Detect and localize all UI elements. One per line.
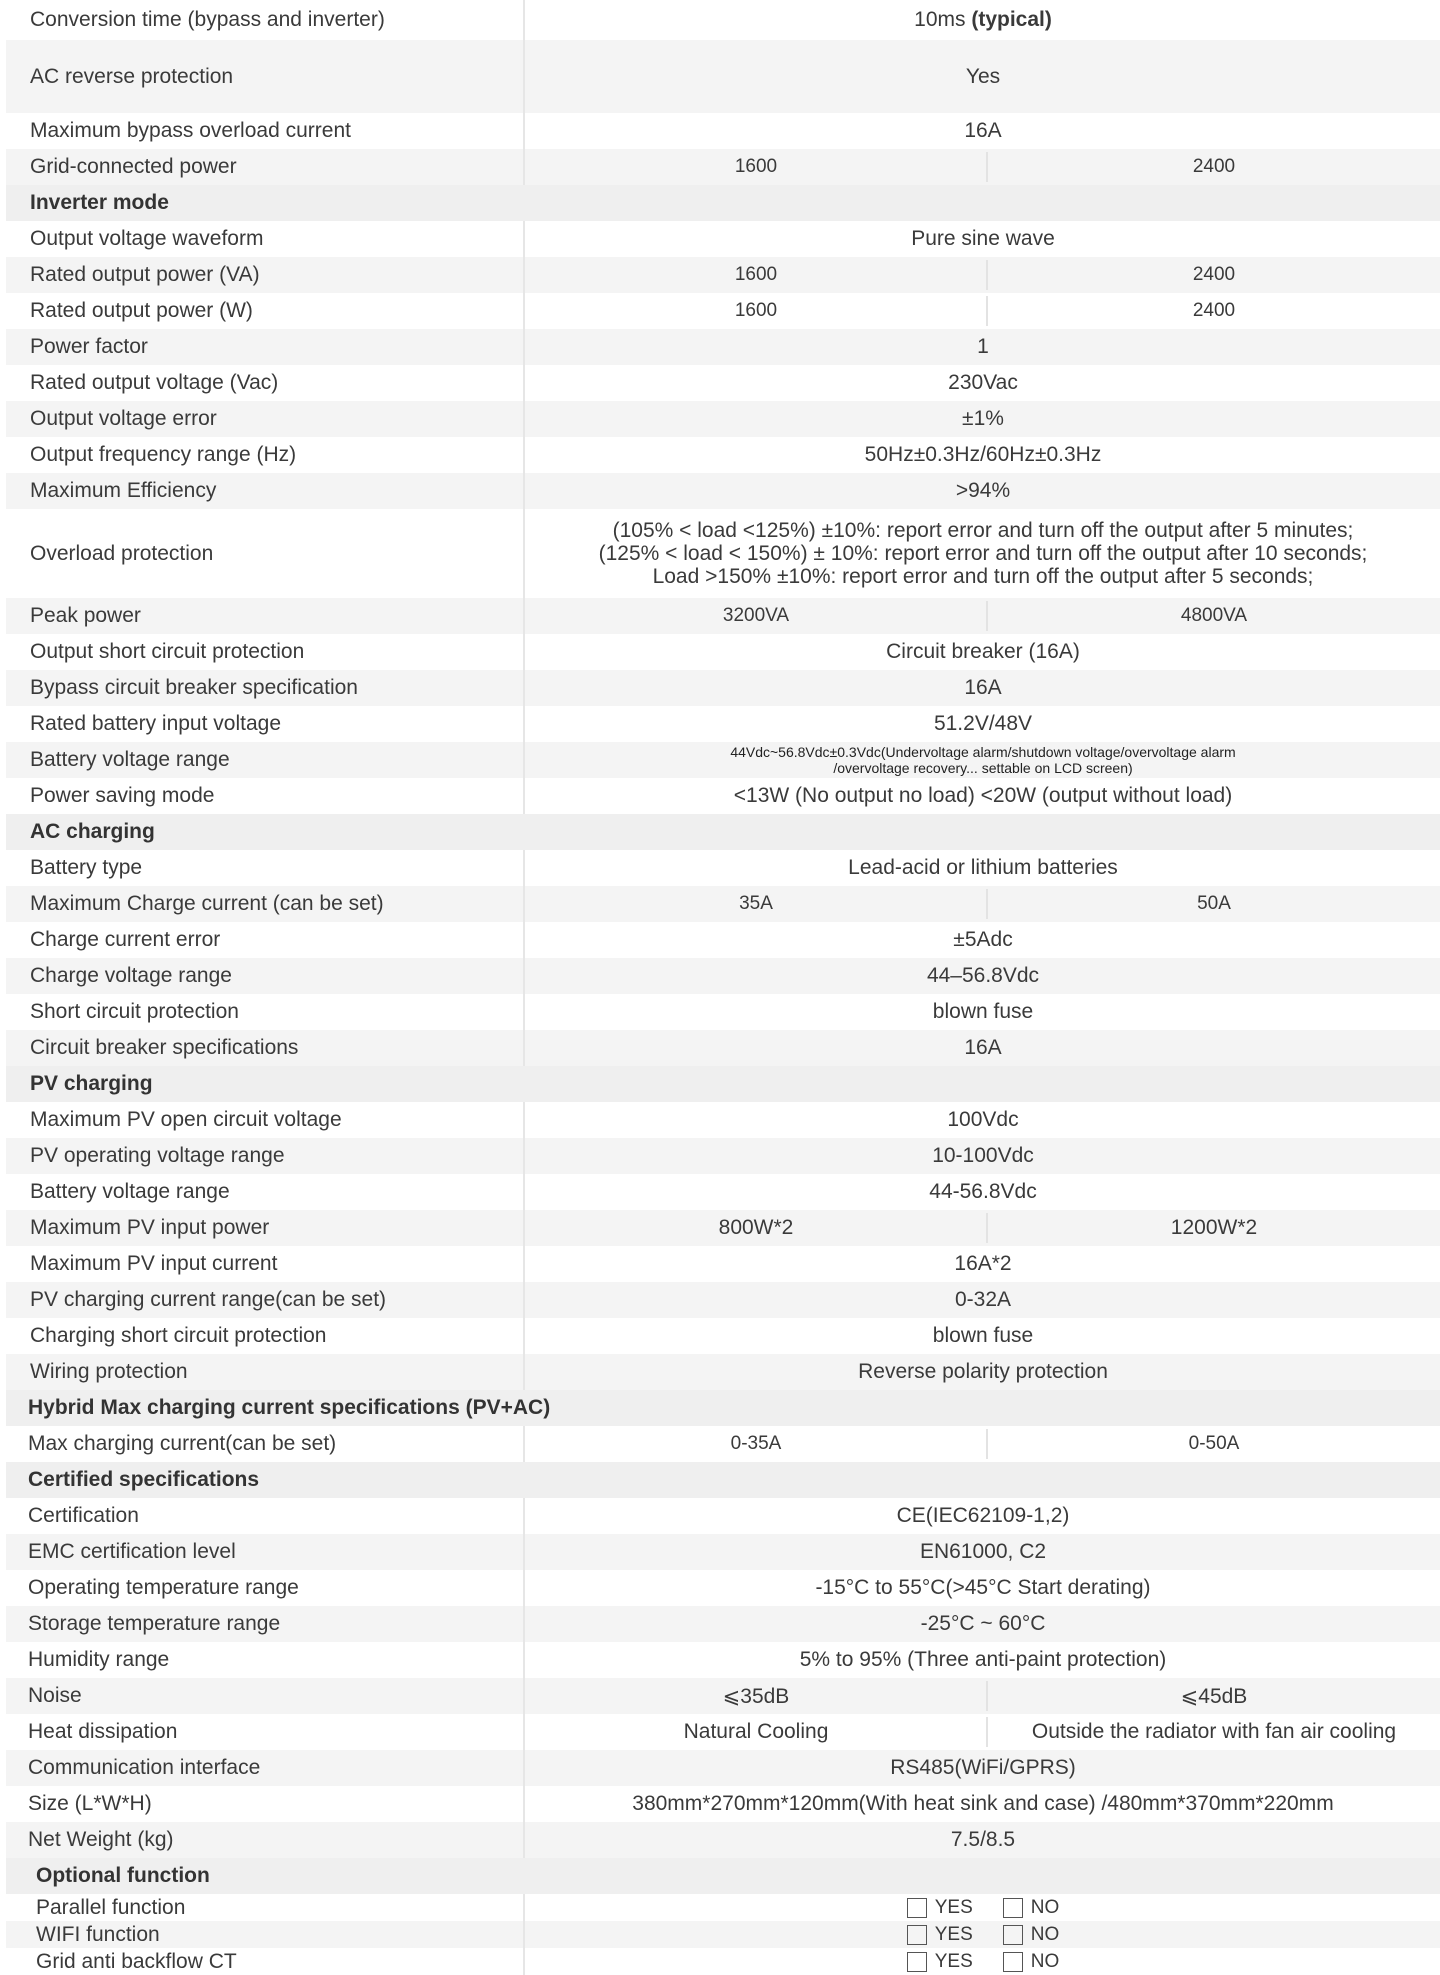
spec-row-heat-dissipation [6,1714,1440,1750]
spec-row-battery-voltage-range [6,742,1440,778]
no-checkbox[interactable] [1003,1952,1023,1972]
section-title: Hybrid Max charging current specifications (PV+AC) [28,1396,551,1419]
yes-option[interactable] [907,1924,973,1946]
row-label: Maximum bypass overload current [30,119,351,142]
yes-checkbox[interactable] [907,1925,927,1945]
row-label: Size (L*W*H) [28,1792,152,1815]
row-label: EMC certification level [28,1540,236,1563]
row-value: Circuit breaker (16A) [886,640,1080,663]
no-checkbox[interactable] [1003,1925,1023,1945]
value-line: /overvoltage recovery... settable on LCD screen) [833,760,1133,776]
column-divider [523,1921,525,1948]
row-label: Battery type [30,856,143,879]
row-label: WIFI function [36,1922,160,1946]
spec-row-charging-short-circuit [6,1318,1440,1354]
section-ac-charging [6,814,1440,850]
spec-row-pv-battery-voltage [6,1174,1440,1210]
column-divider [523,778,525,814]
spec-row-rated-va [6,257,1440,293]
spec-row-pv-operating-voltage [6,1138,1440,1174]
row-value: 44-56.8Vdc [929,1180,1037,1203]
no-label: NO [1030,1896,1060,1918]
row-value: 16A [964,676,1002,699]
spec-row-grid-power [6,149,1440,185]
row-value: 10-100Vdc [932,1144,1034,1167]
column-divider [523,1678,525,1714]
column-divider [523,994,525,1030]
row-value: Pure sine wave [911,227,1055,250]
column-divider [523,886,525,922]
row-value: <13W (No output no load) <20W (output without load) [733,784,1233,807]
row-value [526,0,1440,40]
section-optional-function [6,1858,1440,1894]
value-model-a: 3200VA [722,605,790,626]
value-model-a: 0-35A [730,1433,782,1454]
row-label: Output voltage waveform [30,227,264,250]
spec-row-emc-level [6,1534,1440,1570]
row-value [526,742,1440,778]
row-label: Charge current error [30,928,221,951]
row-label: Short circuit protection [30,1000,239,1023]
row-value: EN61000, C2 [919,1540,1047,1563]
spec-row-pv-input-current [6,1246,1440,1282]
row-value: ±5Adc [953,928,1013,951]
spec-row-certification [6,1498,1440,1534]
spec-row-storage-temperature [6,1606,1440,1642]
value-model-a: 1600 [734,156,778,177]
row-label: Maximum PV input current [30,1252,278,1275]
column-divider [523,1246,525,1282]
no-checkbox[interactable] [1003,1898,1023,1918]
column-divider [523,40,525,113]
no-option[interactable] [1003,1924,1060,1946]
spec-row-pv-input-power [6,1210,1440,1246]
value-model-b: 2400 [1192,300,1236,321]
value-model-a: ⩽35dB [722,1684,790,1708]
row-value: Yes [965,64,1001,88]
value-line: Load >150% ±10%: report error and turn off the output after 5 seconds; [652,565,1314,588]
column-divider [523,221,525,257]
column-divider [523,1282,525,1318]
value-main: 10ms [914,8,966,31]
row-label: Grid anti backflow CT [36,1949,237,1973]
column-divider [523,329,525,365]
row-label: Max charging current(can be set) [28,1432,337,1455]
section-title: AC charging [30,820,155,843]
row-value: -15°C to 55°C(>45°C Start derating) [815,1576,1151,1599]
value-suffix: (typical) [971,8,1052,31]
section-title: PV charging [30,1072,153,1095]
column-divider [523,1606,525,1642]
column-divider [523,401,525,437]
row-value: >94% [955,479,1011,502]
row-label: Net Weight (kg) [28,1828,174,1851]
value-model-a: 35A [739,893,773,914]
row-label: Storage temperature range [28,1612,281,1635]
row-label: Charging short circuit protection [30,1324,327,1347]
row-label: Communication interface [28,1756,261,1779]
no-option[interactable] [1003,1897,1060,1919]
row-label: Operating temperature range [28,1576,299,1599]
spec-row-circuit-breaker [6,1030,1440,1066]
row-value: 44–56.8Vdc [926,964,1040,987]
row-label: Battery voltage range [30,748,230,771]
row-label: Humidity range [28,1648,170,1671]
row-label: Maximum PV input power [30,1216,270,1239]
column-divider [523,1138,525,1174]
spec-row-conversion-time [6,0,1440,40]
spec-row-output-short-circuit [6,634,1440,670]
column-divider [523,1534,525,1570]
row-label: Maximum Efficiency [30,479,217,502]
row-label: Maximum Charge current (can be set) [30,892,384,915]
value-model-b: ⩽45dB [1180,1684,1248,1708]
no-option[interactable] [1003,1951,1060,1973]
column-divider [523,706,525,742]
row-value: 51.2V/48V [933,712,1033,735]
spec-row-rated-voltage [6,365,1440,401]
spec-row-frequency [6,437,1440,473]
yes-option[interactable] [907,1897,973,1919]
row-label: Certification [28,1504,139,1527]
column-divider [523,1174,525,1210]
spec-row-ac-reverse [6,40,1440,113]
column-divider [523,1714,525,1750]
value-model-a: 1600 [734,264,778,285]
row-label: Bypass circuit breaker specification [30,676,358,699]
value-model-b: 1200W*2 [1170,1216,1258,1239]
value-model-a: 800W*2 [718,1216,794,1239]
section-title: Certified specifications [28,1468,260,1491]
no-label: NO [1030,1923,1060,1945]
row-value: blown fuse [932,1000,1034,1023]
column-divider [523,1894,525,1921]
row-value: 5% to 95% (Three anti-paint protection) [799,1648,1167,1671]
column-divider [523,850,525,886]
value-model-b: 2400 [1192,264,1236,285]
spec-row-size [6,1786,1440,1822]
value-line: (105% < load <125%) ±10%: report error and turn off the output after 5 minutes; [612,519,1354,542]
row-label: Peak power [30,604,141,627]
spec-row-humidity [6,1642,1440,1678]
spec-row-net-weight [6,1822,1440,1858]
column-divider [523,742,525,778]
value-model-b: Outside the radiator with fan air cooling [1031,1720,1397,1743]
row-value: ±1% [962,407,1004,430]
row-label: Output short circuit protection [30,640,305,663]
row-value: CE(IEC62109-1,2) [896,1504,1070,1527]
row-label: Power saving mode [30,784,215,807]
spec-row-grid-ct [6,1948,1440,1975]
spec-row-power-saving [6,778,1440,814]
row-label: Grid-connected power [30,155,237,178]
value-model-a: Natural Cooling [683,1720,829,1743]
row-value: 1 [977,335,989,358]
column-divider [523,257,525,293]
spec-row-battery-type [6,850,1440,886]
row-value: Reverse polarity protection [858,1360,1108,1383]
row-value: 100Vdc [947,1108,1019,1131]
row-value: blown fuse [932,1324,1034,1347]
row-label: Noise [28,1684,82,1707]
yes-label: YES [934,1950,973,1972]
row-value: 16A [964,1036,1002,1059]
spec-row-overload-protection [6,509,1440,598]
spec-row-peak-power [6,598,1440,634]
value-line: 44Vdc~56.8Vdc±0.3Vdc(Undervoltage alarm/shutdown voltage/overvoltage alarm [730,744,1236,760]
row-label: Conversion time (bypass and inverter) [30,8,385,31]
value-model-b: 0-50A [1188,1433,1240,1454]
row-label: Output voltage error [30,407,217,430]
option-checkboxes [526,1921,1440,1948]
section-hybrid-charging [6,1390,1440,1426]
row-value [526,509,1440,598]
yes-checkbox[interactable] [907,1898,927,1918]
row-label: Overload protection [30,541,214,565]
column-divider [523,437,525,473]
row-label: Rated output power (W) [30,299,253,322]
row-label: Rated battery input voltage [30,712,281,735]
value-model-a: 1600 [734,300,778,321]
column-divider [523,0,525,40]
row-value: 0-32A [954,1288,1012,1311]
spec-row-wifi [6,1921,1440,1948]
value-model-b: 4800VA [1180,605,1248,626]
column-divider [523,113,525,149]
row-value: Lead-acid or lithium batteries [848,856,1118,879]
column-divider [523,1102,525,1138]
row-label: Charge voltage range [30,964,232,987]
spec-row-operating-temperature [6,1570,1440,1606]
yes-label: YES [934,1923,973,1945]
row-value: 380mm*270mm*120mm(With heat sink and case) /480mm*370mm*220mm [632,1792,1334,1815]
row-label: Circuit breaker specifications [30,1036,299,1059]
column-divider [523,1948,525,1975]
option-checkboxes [526,1894,1440,1921]
column-divider [523,1786,525,1822]
row-label: Power factor [30,335,148,358]
column-divider [523,1426,525,1462]
spec-row-parallel [6,1894,1440,1921]
column-divider [523,365,525,401]
column-divider [523,293,525,329]
spec-row-noise [6,1678,1440,1714]
spec-row-max-charging-current [6,1426,1440,1462]
yes-option[interactable] [907,1951,973,1973]
spec-row-power-factor [6,329,1440,365]
section-certified-specifications [6,1462,1440,1498]
column-divider [523,598,525,634]
row-label: Output frequency range (Hz) [30,443,297,466]
spec-row-short-circuit [6,994,1440,1030]
column-divider [523,670,525,706]
spec-row-pv-charging-current [6,1282,1440,1318]
row-value: 50Hz±0.3Hz/60Hz±0.3Hz [864,443,1102,466]
column-divider [523,1498,525,1534]
column-divider [523,1318,525,1354]
row-value: 16A [964,119,1002,142]
yes-label: YES [934,1896,973,1918]
spec-row-waveform [6,221,1440,257]
column-divider [523,1822,525,1858]
value-model-b: 50A [1197,893,1231,914]
row-label: Rated output voltage (Vac) [30,371,279,394]
spec-row-pv-open-circuit [6,1102,1440,1138]
column-divider [523,922,525,958]
column-divider [523,1030,525,1066]
spec-row-efficiency [6,473,1440,509]
column-divider [523,149,525,185]
section-title: Optional function [36,1864,210,1887]
column-divider [523,1210,525,1246]
column-divider [523,509,525,598]
value-model-b: 2400 [1192,156,1236,177]
yes-checkbox[interactable] [907,1952,927,1972]
section-pv-charging [6,1066,1440,1102]
option-checkboxes [526,1948,1440,1975]
spec-row-communication [6,1750,1440,1786]
column-divider [523,1642,525,1678]
row-label: Parallel function [36,1895,186,1919]
spec-row-bypass-overload [6,113,1440,149]
column-divider [523,634,525,670]
row-label: Rated output power (VA) [30,263,260,286]
row-value: 230Vac [948,371,1018,394]
row-label: PV charging current range(can be set) [30,1288,387,1311]
spec-row-charge-current-error [6,922,1440,958]
row-label: Maximum PV open circuit voltage [30,1108,342,1131]
column-divider [523,1750,525,1786]
row-label: AC reverse protection [30,64,234,88]
spec-row-max-charge-current [6,886,1440,922]
row-label: Heat dissipation [28,1720,178,1743]
row-label: Battery voltage range [30,1180,230,1203]
spec-row-rated-w [6,293,1440,329]
row-label: PV operating voltage range [30,1144,285,1167]
spec-row-wiring-protection [6,1354,1440,1390]
section-title: Inverter mode [30,191,169,214]
column-divider [523,1354,525,1390]
row-value: 16A*2 [954,1252,1012,1275]
row-label: Wiring protection [30,1360,188,1383]
row-value: 7.5/8.5 [950,1828,1016,1851]
column-divider [523,473,525,509]
column-divider [523,958,525,994]
no-label: NO [1030,1950,1060,1972]
value-line: (125% < load < 150%) ± 10%: report error and turn off the output after 10 seconds; [598,542,1368,565]
spec-row-voltage-error [6,401,1440,437]
row-value: -25°C ~ 60°C [920,1612,1046,1635]
row-value: RS485(WiFi/GPRS) [890,1756,1076,1779]
spec-row-battery-input-voltage [6,706,1440,742]
spec-row-charge-voltage-range [6,958,1440,994]
spec-row-bypass-breaker [6,670,1440,706]
column-divider [523,1570,525,1606]
section-inverter-mode [6,185,1440,221]
